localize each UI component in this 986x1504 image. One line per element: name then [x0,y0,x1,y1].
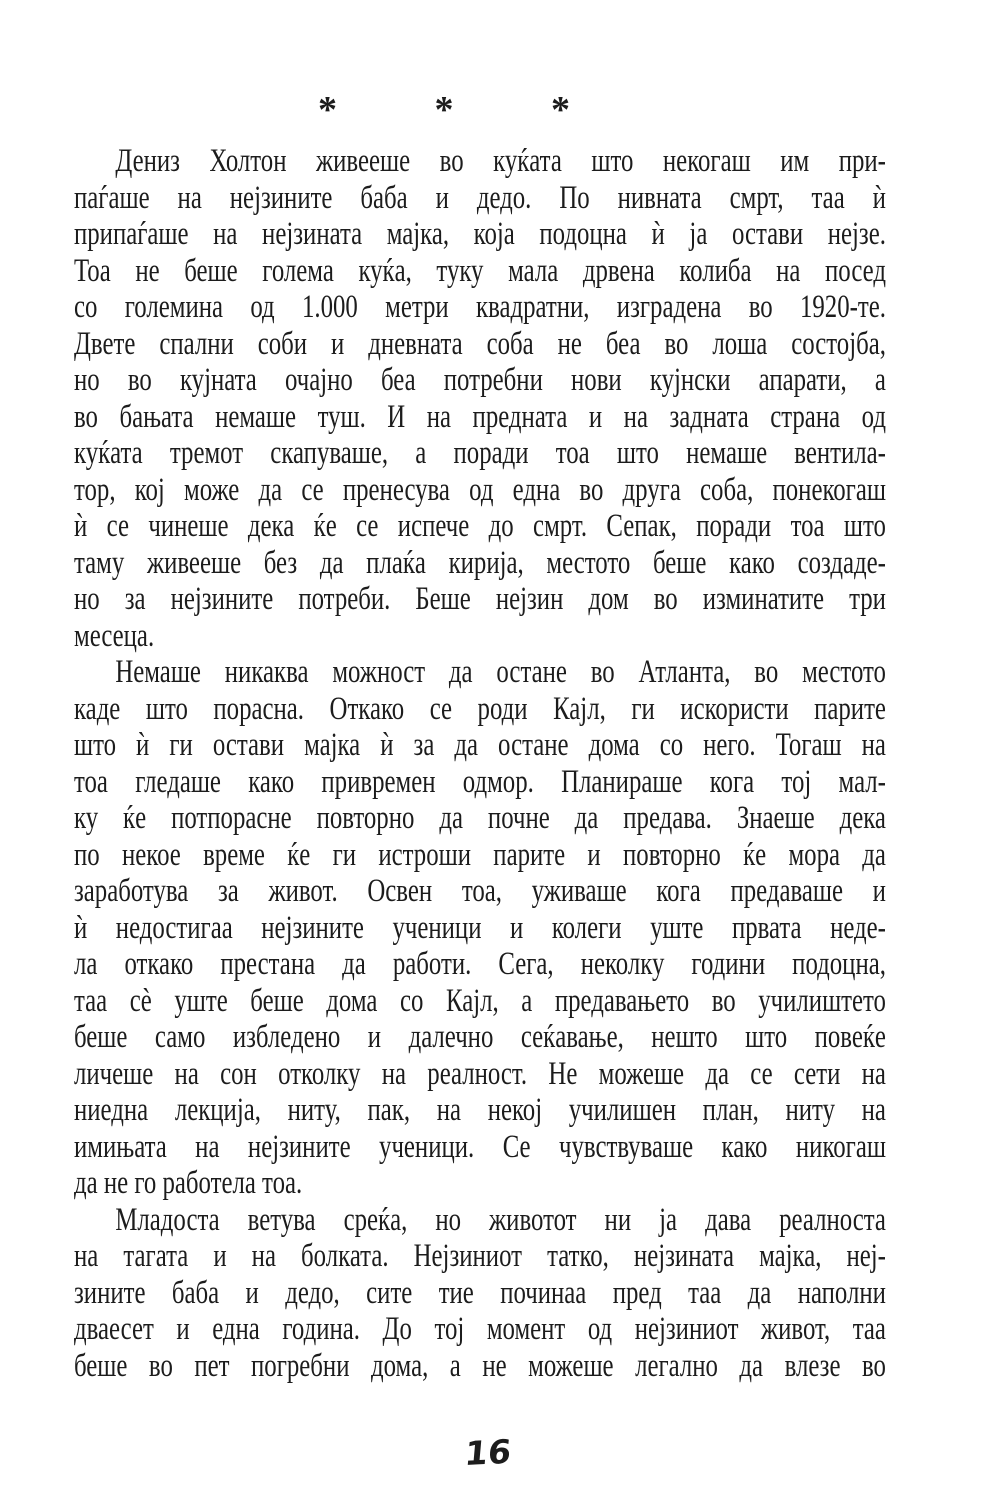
text-line: Дениз Холтон живееше во куќата што некогаш им при- [115,143,886,179]
text-line: имињата на нејзините ученици. Се чувствуваше како никогаш [74,1128,886,1165]
text-line: што ѝ ги остави мајка ѝ за да остане дома со него. Тогаш на [74,727,886,763]
text-line: Младоста ветува среќа, но животот ни ја дава реалноста [115,1201,886,1238]
text-line: таму живееше без да плаќа кирија, местото беше како создаде- [74,544,886,581]
text-line: Тоа не беше голема куќа, туку мала дрвена колиба на посед [74,252,886,289]
text-line: Двете спални соби и дневната соба не беа во лоша состојба, [74,325,886,362]
text-line: на тагата и на болката. Нејзиниот татко, нејзината мајка, неј- [74,1238,886,1274]
text-line: но во кујната очајно беа потребни нови кујнски апарати, а [74,362,886,398]
text-line: ниедна лекција, ниту, пак, на некој училишен план, ниту на [74,1092,886,1128]
paragraph [74,654,886,1202]
text-line: ку ќе потпорасне повторно да почне да предава. Знаеше дека [74,800,886,836]
text-line: беше само избледено и далечно сеќавање, нешто што повеќе [74,1019,886,1055]
text-line: заработува за живот. Освен тоа, уживаше кога предаваше и [74,873,886,909]
body-text [74,143,886,1384]
text-line: тор, кој може да се пренесува од една во друга соба, понекогаш [74,471,886,508]
paragraph [74,143,886,654]
text-line: беше во пет погребни дома, а не можеше легално да влезе во [74,1347,886,1384]
text-line: дваесет и една година. До тој момент од нејзиниот живот, таа [74,1311,886,1347]
section-separator: * * * [318,89,570,131]
page-number: 16 [463,1431,513,1474]
text-line: но за нејзините потреби. Беше нејзин дом во изминатите три [74,581,886,617]
text-line: таа сѐ уште беше дома со Кајл, а предавањето во училиштето [74,982,886,1019]
text-line: каде што порасна. Откако се роди Кајл, ги искористи парите [74,690,886,727]
text-line: во бањата немаше туш. И на предната и на задната страна од [74,398,886,435]
text-line: месеца. [74,617,155,654]
text-line: куќата тремот скапуваше, а поради тоа што немаше вентила- [74,435,886,471]
text-line: Немаше никаква можност да остане во Атланта, во местото [115,654,886,690]
text-line: ла откако престана да работи. Сега, неколку години подоцна, [74,946,886,982]
text-line: припаѓаше на нејзината мајка, која подоцна ѝ ја остави нејзе. [74,216,886,252]
text-line: зините баба и дедо, сите тие починаа пред таа да наполни [74,1274,886,1311]
text-line: паѓаше на нејзините баба и дедо. По нивната смрт, таа ѝ [74,179,886,216]
text-line: тоа гледаше како привремен одмор. Планираше кога тој мал- [74,763,886,800]
text-line: личеше на сон отколку на реалност. Не можеше да се сети на [74,1055,886,1092]
text-line: ѝ недостигаа нејзините ученици и колеги уште првата неде- [74,909,886,946]
text-line: ѝ се чинеше дека ќе се испече до смрт. Сепак, поради тоа што [74,508,886,544]
page-number-container [0,1431,986,1474]
text-line: по некое време ќе ги истроши парите и повторно ќе мора да [74,836,886,873]
text-line: со големина од 1.000 метри квадратни, изградена во 1920-те. [74,289,886,325]
text-line: да не го работела тоа. [74,1165,303,1201]
paragraph [74,1202,886,1385]
